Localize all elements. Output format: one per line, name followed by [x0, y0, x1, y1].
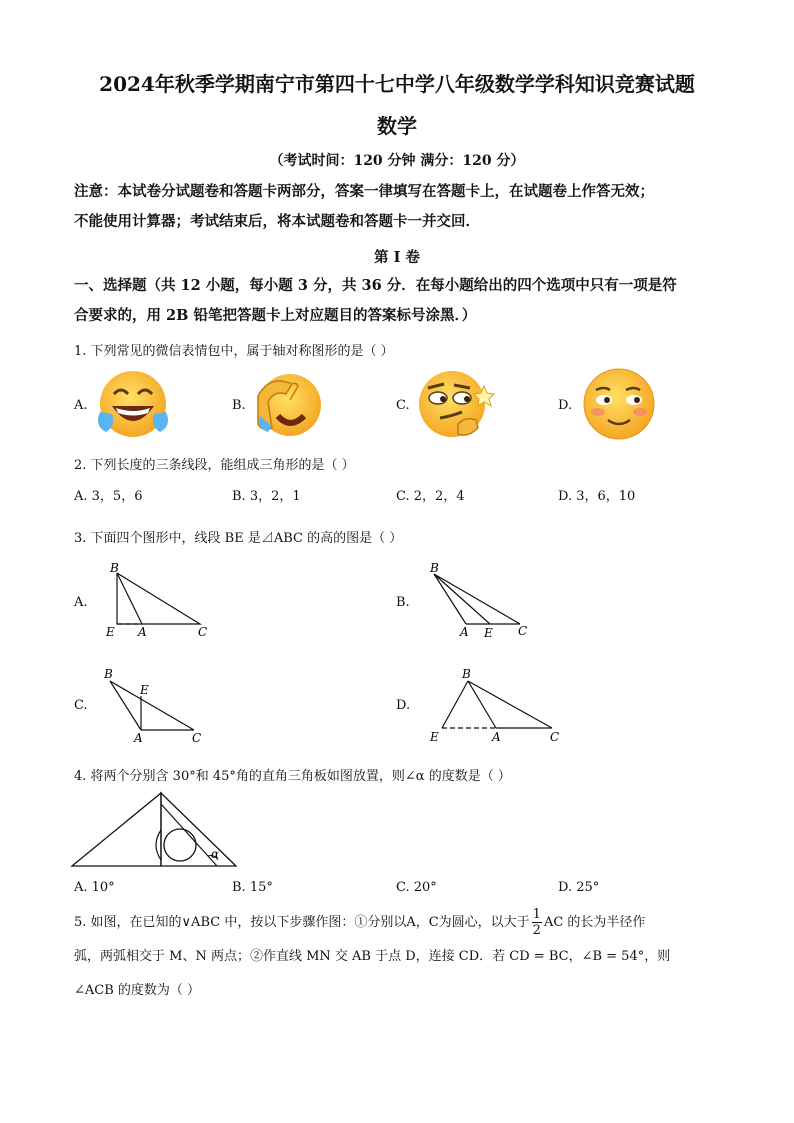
q1-option-a-label: A. — [74, 398, 88, 413]
q2-option-c: C. 2，2，4 — [396, 489, 465, 504]
q3c-label-a: A — [134, 731, 143, 745]
question-1-stem: 1. 下列常见的微信表情包中，属于轴对称图形的是（ ） — [74, 344, 394, 359]
facepalm-emoji-icon — [252, 370, 324, 444]
q3a-label-a: A — [138, 625, 147, 639]
notice-line-1: 注意：本试卷分试题卷和答题卡两部分，答案一律填写在答题卡上，在试题卷上作答无效； — [74, 183, 654, 200]
q3d-label-c: C — [550, 730, 560, 744]
question-4-stem: 4. 将两个分别含 30°和 45°角的直角三角板如图放置，则∠α 的度数是（ ） — [74, 769, 511, 784]
q3-figure-a — [100, 560, 220, 642]
blush-emoji-icon — [580, 366, 658, 446]
q4-figure — [70, 790, 242, 870]
q5-line-3: ∠ACB 的度数为（ ） — [74, 983, 201, 998]
q3-figure-c — [100, 664, 220, 746]
section-1-instructions — [74, 271, 724, 331]
notice-line-2: 不能使用计算器；考试结束后，将本试题卷和答题卡一并交回． — [74, 213, 480, 230]
section-1-line-2: 合要求的，用 2B 铅笔把答题卡上对应题目的答案标号涂黑．） — [74, 307, 477, 324]
q5-frac-num: 1 — [532, 907, 541, 922]
q3d-label-a: A — [492, 730, 501, 744]
q5-line-1-part-1: 5. 如图，在已知的∨ABC 中，按以下步骤作图：①分别以A，C为圆心，以大于 — [74, 915, 530, 930]
q3-figure-d — [420, 664, 570, 746]
q5-line-1 — [74, 906, 734, 940]
q4-option-c: C. 20° — [396, 880, 437, 895]
q3-option-b-label: B. — [396, 595, 410, 610]
q3-option-a-label: A. — [74, 595, 88, 610]
section-1-line-1: 一、选择题（共 12 小题，每小题 3 分，共 36 分．在每小题给出的四个选项中只有一项是符 — [74, 277, 677, 294]
exam-time-info: （考试时间：120 分钟 满分：120 分） — [269, 153, 525, 169]
q4-option-d: D. 25° — [558, 880, 600, 895]
q5-line-2: 弧，两弧相交于 M、N 两点；②作直线 MN 交 AB 于点 D，连接 CD．若 CD = BC，∠B = 54°，则 — [74, 949, 671, 964]
q3a-label-b: B — [110, 561, 119, 575]
q5-line-1-part-2: AC 的长为半径作 — [543, 915, 646, 930]
q3c-label-b: B — [104, 667, 113, 681]
q3b-label-b: B — [430, 561, 439, 575]
exam-subject: 数学 — [377, 114, 417, 138]
q2-option-b: B. 3，2，1 — [232, 489, 301, 504]
q3a-label-c: C — [198, 625, 208, 639]
q4-option-b: B. 15° — [232, 880, 273, 895]
q3d-label-e: E — [430, 730, 439, 744]
q3a-label-e: E — [106, 625, 115, 639]
q3c-label-c: C — [192, 731, 202, 745]
q3c-label-e: E — [140, 683, 149, 697]
q3-option-c-label: C. — [74, 698, 88, 713]
q3b-label-a: A — [460, 625, 469, 639]
q3b-label-c: C — [518, 624, 528, 638]
q1-option-d-label: D. — [558, 398, 573, 413]
q4-label-alpha: α — [211, 847, 220, 861]
laugh-tears-emoji-icon — [94, 368, 172, 444]
q3b-label-e: E — [484, 626, 493, 640]
volume-title: 第 I 卷 — [374, 249, 420, 266]
q2-option-a: A. 3，5，6 — [74, 489, 143, 504]
q1-option-c-label: C. — [396, 398, 410, 413]
smirk-emoji-icon — [414, 368, 496, 444]
question-5-stem — [74, 906, 734, 1008]
notice-block — [74, 177, 724, 237]
q3d-label-b: B — [462, 667, 471, 681]
q3-figure-b — [420, 560, 540, 642]
exam-title: 2024年秋季学期南宁市第四十七中学八年级数学学科知识竞赛试题 — [99, 72, 695, 96]
q4-option-a: A. 10° — [74, 880, 115, 895]
question-2-stem: 2. 下列长度的三条线段，能组成三角形的是（ ） — [74, 458, 355, 473]
q1-option-b-label: B. — [232, 398, 246, 413]
q2-option-d: D. 3，6，10 — [558, 489, 636, 504]
q3-option-d-label: D. — [396, 698, 411, 713]
q5-fraction — [532, 907, 542, 938]
question-3-stem: 3. 下面四个图形中，线段 BE 是⊿ABC 的高的图是（ ） — [74, 531, 403, 546]
q5-frac-den: 2 — [532, 923, 541, 938]
